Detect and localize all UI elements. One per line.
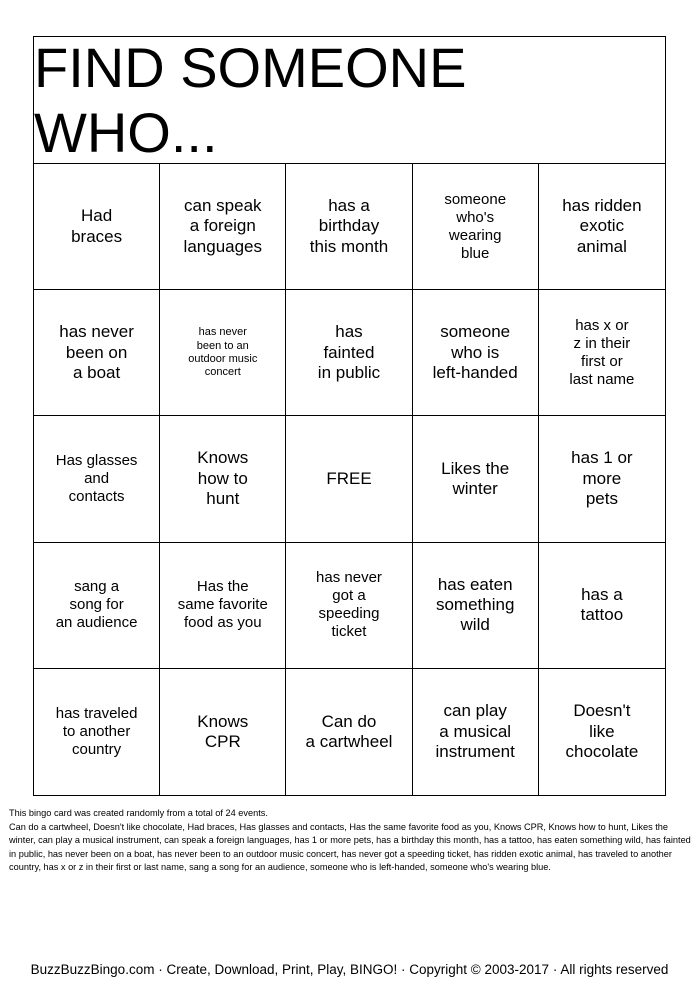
bingo-cell-text: has a birthday this month — [309, 196, 389, 256]
bingo-cell-text: can play a musical instrument — [435, 701, 515, 762]
bingo-cell — [34, 543, 160, 669]
bingo-cell-text: has a tattoo — [580, 584, 624, 625]
bingo-cell — [34, 290, 160, 416]
bingo-cell-text: has never got a speeding ticket — [316, 569, 382, 641]
bingo-cell — [286, 416, 412, 542]
bingo-cell-text: has eaten something wild — [435, 574, 515, 635]
bingo-cell — [539, 290, 665, 416]
note-events-list: Can do a cartwheel, Doesn't like chocolate, Had braces, Has glasses and contacts, Has the same favorite food as you, Knows CPR, Knows how to hunt, Likes the winter, can play a musical instrument, can speak a foreign languages, has 1 or more pets, has a birthday this month, has a tattoo, has eaten something wild, has fainted in public, has never been on a boat, has never been to an outdoor music concert, has never got a speeding ticket, has ridden exotic animal, has traveled to another country, has x or z in their first or last name, sang a song for an audience, someone who is left-handed, someone who's wearing blue. — [9, 821, 691, 872]
bingo-cell — [539, 416, 665, 542]
bingo-cell-text: FREE — [326, 468, 372, 488]
bingo-cell-text: Has glasses and contacts — [55, 451, 138, 505]
bingo-cell-text: Doesn't like chocolate — [565, 701, 639, 762]
bingo-cell-text: someone who is left-handed — [432, 322, 518, 382]
bingo-cell — [160, 164, 286, 290]
bingo-cell-text: someone who's wearing blue — [444, 190, 507, 262]
card-title: FIND SOMEONE WHO... — [34, 37, 665, 164]
bingo-cell — [539, 164, 665, 290]
bingo-cell — [539, 543, 665, 669]
bingo-cell-text: Has the same favorite food as you — [177, 578, 268, 632]
bingo-cell-text: has traveled to another country — [55, 704, 138, 758]
bingo-cell — [160, 416, 286, 542]
bingo-cell — [413, 669, 539, 795]
bingo-cell-text: Likes the winter — [441, 458, 510, 498]
bingo-cell-text: has never been on a boat — [59, 322, 134, 382]
bingo-grid — [34, 164, 665, 795]
bingo-cell-text: Knows how to hunt — [197, 448, 249, 509]
bingo-cell — [286, 290, 412, 416]
bingo-cell-text: sang a song for an audience — [55, 578, 138, 632]
bingo-cell — [34, 164, 160, 290]
bingo-cell-text: has fainted in public — [317, 322, 381, 382]
site-footer: BuzzBuzzBingo.com · Create, Download, Print, Play, BINGO! · Copyright © 2003-2017 · All rights reserved — [30, 962, 669, 977]
bingo-cell-text: Knows CPR — [197, 711, 249, 751]
bingo-cell — [286, 669, 412, 795]
bingo-cell — [160, 669, 286, 795]
note-intro: This bingo card was created randomly from a total of 24 events. — [9, 808, 268, 818]
bingo-cell-text: can speak a foreign languages — [183, 196, 263, 256]
bingo-cell-text: has never been to an outdoor music concert — [188, 326, 258, 378]
bingo-cell — [413, 543, 539, 669]
bingo-cell — [34, 416, 160, 542]
bingo-cell — [413, 164, 539, 290]
card-note — [9, 807, 693, 875]
bingo-cell-text: Had braces — [71, 206, 123, 246]
bingo-cell-text: has ridden exotic animal — [562, 196, 642, 256]
bingo-cell — [286, 164, 412, 290]
bingo-cell-text: Can do a cartwheel — [305, 711, 393, 751]
bingo-cell-text: has x or z in their first or last name — [569, 316, 635, 388]
bingo-cell — [34, 669, 160, 795]
bingo-cell — [160, 543, 286, 669]
bingo-cell — [539, 669, 665, 795]
bingo-cell-text: has 1 or more pets — [571, 448, 633, 509]
bingo-cell — [413, 290, 539, 416]
bingo-cell — [160, 290, 286, 416]
bingo-card — [33, 36, 666, 796]
bingo-cell — [286, 543, 412, 669]
bingo-cell — [413, 416, 539, 542]
